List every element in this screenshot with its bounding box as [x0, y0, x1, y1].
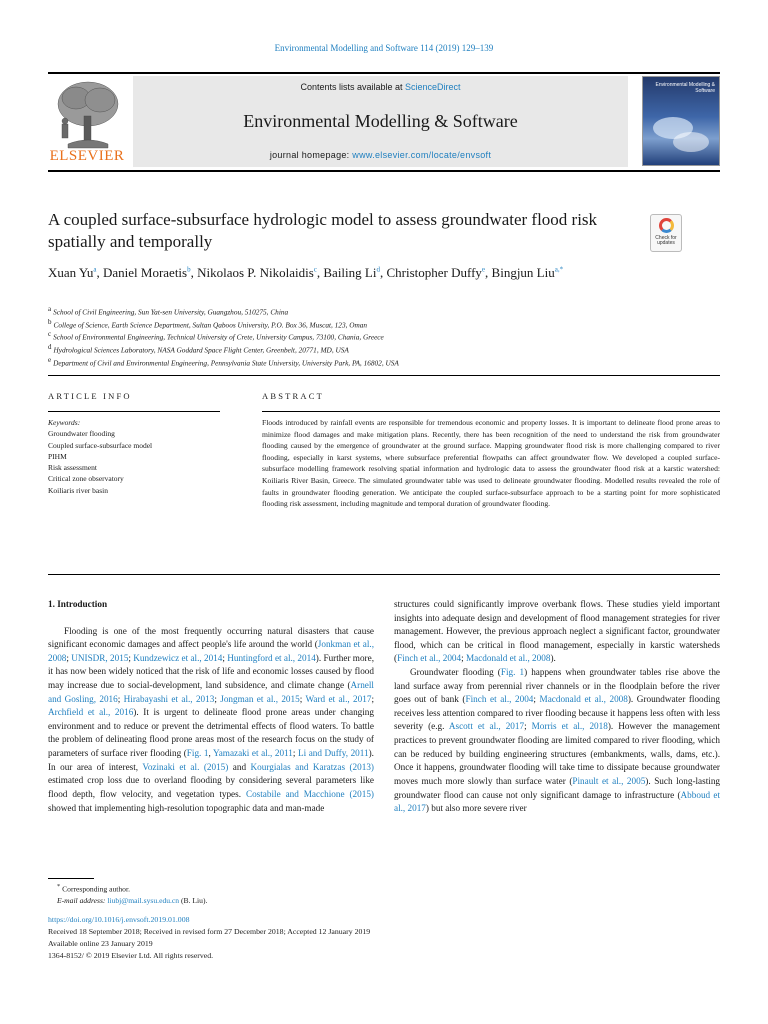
citation-link[interactable]: Arnell and Gosling, 2016	[48, 680, 374, 704]
check-for-updates-icon	[659, 218, 674, 233]
keywords-block	[48, 417, 220, 496]
author-name[interactable]: Bailing Li	[323, 265, 377, 280]
abstract-heading: ABSTRACT	[262, 391, 324, 401]
keyword: Risk assessment	[48, 463, 97, 472]
body-paragraph: Flooding is one of the most frequently occurring natural disasters that cause significant economic damages and affect people's life around the world (Jonkman et al., 2008; UNISDR, 2015; Kundzewicz et al., 2014; Huntingford et al., 2014). Further more, it has now been widely noticed that the risk of life and economic losses caused by flood may increase due to social-development, land subsidence, and climate change (Arnell and Gosling, 2016; Hirabayashi et al., 2013; Jongman et al., 2015; Ward et al., 2017; Archfield et al., 2016). It is urgent to delineate flood prone areas under changing environment and to reduce or prevent the detrimental effects of flood waters. To battle the problem of delineating flood prone areas most of the research focus on the study of parameters of surface river flooding (Fig. 1, Yamazaki et al., 2011; Li and Duffy, 2011). In our area of interest, Vozinaki et al. (2015) and Kourgialas and Karatzas (2013) estimated crop loss due to overland flooding by considering several parameters like flood depth, flow velocity, and vegetation types. Costabile and Macchione (2015) showed that implementing high-resolution topographic data and man-made	[48, 625, 374, 813]
section-divider	[48, 574, 720, 575]
footnotes	[48, 882, 448, 907]
section-divider	[48, 375, 720, 376]
affiliation-line	[48, 330, 668, 343]
journal-masthead	[133, 76, 628, 167]
citation-link[interactable]: Abboud et al., 2017	[394, 789, 721, 814]
author-affiliation-mark[interactable]: d	[376, 265, 380, 274]
body-column-left	[48, 598, 374, 815]
citation-link[interactable]: Costabile and Macchione (2015)	[245, 788, 374, 799]
journal-homepage-line	[133, 150, 628, 160]
citation-link[interactable]: Huntingford et al., 2014	[227, 652, 316, 663]
citation-link[interactable]: Macdonald et al., 2008	[539, 694, 628, 705]
citation-link[interactable]: Kundzewicz et al., 2014	[133, 652, 223, 663]
author-list: Xuan Yu$^a$, Daniel Moraetis$^b$, Nikolaos P. Nikolaidis$^c$, Bailing Li$^d$, Christopher Duffy$^e$, Bingjun Liu$^{a,*}$	[48, 265, 564, 280]
author-affiliation-mark[interactable]: a	[93, 265, 97, 274]
author-affiliation-mark[interactable]: b	[187, 265, 191, 274]
article-info-rule	[48, 411, 220, 412]
author-affiliation-mark[interactable]: a,*	[554, 265, 564, 274]
contents-prefix: Contents lists available at	[300, 82, 406, 92]
journal-homepage-link[interactable]: www.elsevier.com/locate/envsoft	[352, 150, 492, 160]
copyright: 1364-8152/ © 2019 Elsevier Ltd. All rights reserved.	[48, 951, 214, 961]
received-dates: Received 18 September 2018; Received in revised form 27 December 2018; Accepted 12 January 2019	[48, 927, 371, 937]
affiliation-line	[48, 343, 668, 356]
body-paragraph: structures could significantly improve overbank flows. These studies yield important insights into adequate design and development of flood management strategies for river management. However, the previous approach neglect a significant factor, groundwater flood, which can be critical in flood management, especially in karstic watersheds (Finch et al., 2004; Macdonald et al., 2008).	[394, 599, 720, 664]
abstract-text: Floods introduced by rainfall events are responsible for tremendous economic and property losses. It is important to delineate flood prone areas to minimize flood damages and make mitigation plans. Recently, there has been recognition of the need to understand the risk from groundwater flooding caused by the emergence of groundwater at the ground surface. Mapping groundwater flood risk is more challenging compared to river flooding, especially in karst systems, where subsurface preferential flowpaths can affect groundwater flow. We developed a coupled surface-subsurface modelling framework resolving spatial information and hydrologic data to assess the groundwater flood risk at a karstic watershed: Koiliaris River Basin, Greece. The simulated groundwater table was used to delineate groundwater flooding. Modelled results revealed the role of faults in groundwater flooding generation. We anticipate the coupled surface-subsurface approach to be a starting point for more sophisticated flooding risk assessment, including magnitude and temporal duration of groundwater flooding.	[262, 418, 720, 509]
citation-link[interactable]: Ward et al., 2017	[305, 693, 372, 704]
citation-link[interactable]: Finch et al., 2004	[397, 653, 462, 664]
section-heading: 1. Introduction	[48, 599, 108, 609]
masthead-top-rule	[48, 72, 720, 74]
footnote-rule	[48, 878, 94, 879]
affiliation-line	[48, 356, 668, 369]
citation-link[interactable]: Fig. 1	[186, 748, 209, 759]
sciencedirect-link[interactable]: ScienceDirect	[405, 82, 461, 92]
contents-line	[133, 82, 628, 92]
affiliation-text: Department of Civil and Environmental Engineering, Pennsylvania State University, University Park, PA, 16802, USA	[53, 357, 399, 367]
citation-link[interactable]: Jongman et al., 2015	[220, 693, 300, 704]
cover-title: Environmental Modelling & Software	[655, 82, 715, 94]
affiliation-line	[48, 318, 668, 331]
citation-link[interactable]: Finch et al., 2004	[465, 694, 534, 705]
author-name[interactable]: Bingjun Liu	[491, 265, 555, 280]
available-online: Available online 23 January 2019	[48, 939, 153, 949]
cover-artwork	[673, 132, 709, 152]
citation-link[interactable]: Hirabayashi et al., 2013	[123, 693, 215, 704]
citation-link[interactable]: Yamazaki et al., 2011	[213, 748, 293, 759]
keywords-label: Keywords:	[48, 418, 81, 427]
citation-link[interactable]: Macdonald et al., 2008	[465, 653, 551, 664]
citation-link[interactable]: Pinault et al., 2005	[572, 775, 646, 786]
keyword: PIHM	[48, 451, 67, 461]
doi-link[interactable]: https://doi.org/10.1016/j.envsoft.2019.01.008	[48, 915, 190, 924]
author-name[interactable]: Nikolaos P. Nikolaidis	[197, 265, 314, 280]
affiliation-text: College of Science, Earth Science Department, Sultan Qaboos University, P.O. Box 36, Muscat, 123, Oman	[53, 320, 368, 330]
author-affiliation-mark[interactable]: e	[481, 265, 486, 274]
keyword-list	[48, 428, 220, 496]
body-column-right	[394, 598, 720, 816]
citation-link[interactable]: Fig. 1	[500, 667, 525, 678]
publication-info	[48, 914, 648, 962]
citation-link[interactable]: Kourgialas and Karatzas (2013)	[250, 761, 374, 772]
journal-reference[interactable]: Environmental Modelling and Software 114 (2019) 129–139	[274, 43, 494, 53]
affiliation-text: School of Civil Engineering, Sun Yat-sen University, Guangzhou, 510275, China	[53, 307, 289, 317]
homepage-prefix: journal homepage:	[269, 150, 353, 160]
affiliation-line	[48, 305, 668, 318]
affiliation-mark: c	[48, 330, 52, 339]
body-paragraph: Groundwater flooding (Fig. 1) happens when groundwater tables rise above the land surface away from perennial river channels or in the floodplain before the river goes out of bank (Finch et al., 2004; Macdonald et al., 2008). Groundwater flooding receives less attention compared to river flooding because it happens less often with less severity (e.g. Ascott et al., 2017; Morris et al., 2018). However the management practices to prevent groundwater flooding are limited compared to river flooding, which can be reduced by building engineering structures (embankments, walls, dams, etc.). Once it happens, groundwater flooding will take time to dissipate because groundwater moves much more slowly than surface water (Pinault et al., 2005). Such long-lasting groundwater flood can cause not only significant damage to infrastructure (Abboud et al., 2017) but also more severe river	[394, 667, 721, 814]
keyword: Critical zone observatory	[48, 474, 124, 484]
affiliation-text: School of Environmental Engineering, Technical University of Crete, University Campus, 73100, Chania, Greece	[53, 332, 384, 342]
affiliation-mark: a	[48, 305, 52, 313]
corresponding-author-note: * Corresponding author.	[57, 883, 130, 894]
keyword: Groundwater flooding	[48, 429, 115, 439]
affiliation-mark: d	[48, 342, 52, 351]
citation-link[interactable]: UNISDR, 2015	[71, 652, 129, 663]
abstract-rule	[262, 411, 720, 412]
email-suffix: (B. Liu).	[179, 896, 208, 906]
citation-link[interactable]: Morris et al., 2018	[531, 721, 608, 732]
author-name[interactable]: Christopher Duffy	[386, 265, 482, 280]
citation-link[interactable]: Archfield et al., 2016	[48, 707, 134, 718]
citation-link[interactable]: Li and Duffy, 2011	[298, 748, 369, 759]
affiliation-text: Hydrological Sciences Laboratory, NASA Goddard Space Flight Center, Greenbelt, 20771, MD, USA	[53, 345, 349, 355]
affiliation-list	[48, 305, 668, 368]
journal-title: Environmental Modelling & Software	[243, 111, 518, 131]
corresponding-author-text: Corresponding author.	[62, 884, 130, 894]
elsevier-wordmark: ELSEVIER	[49, 148, 125, 164]
affiliation-mark: e	[48, 355, 52, 364]
journal-cover-thumbnail[interactable]	[642, 76, 720, 166]
keyword: Koiliaris river basin	[48, 485, 108, 495]
keyword: Coupled surface-subsurface model	[48, 440, 153, 450]
citation-link[interactable]: Vozinaki et al. (2015)	[142, 761, 229, 772]
author-name[interactable]: Xuan Yu	[48, 265, 94, 280]
masthead-bottom-rule	[48, 170, 720, 172]
email-note	[48, 895, 448, 907]
affiliation-mark: b	[48, 317, 52, 326]
article-title: A coupled surface-subsurface hydrologic model to assess groundwater flood risk spatially and temporally	[48, 210, 598, 252]
citation-link[interactable]: Ascott et al., 2017	[448, 721, 525, 732]
author-affiliation-mark[interactable]: c	[313, 265, 317, 274]
article-info-heading: ARTICLE INFO	[48, 391, 132, 401]
citation-link[interactable]: Jonkman et al., 2008	[48, 639, 374, 663]
author-name[interactable]: Daniel Moraetis	[102, 265, 188, 280]
author-email-link[interactable]: liubj@mail.sysu.edu.cn	[107, 896, 180, 906]
check-for-updates-badge[interactable]	[650, 214, 682, 252]
email-label: E-mail address:	[57, 896, 106, 906]
check-for-updates-label: Check for updates	[655, 235, 677, 247]
